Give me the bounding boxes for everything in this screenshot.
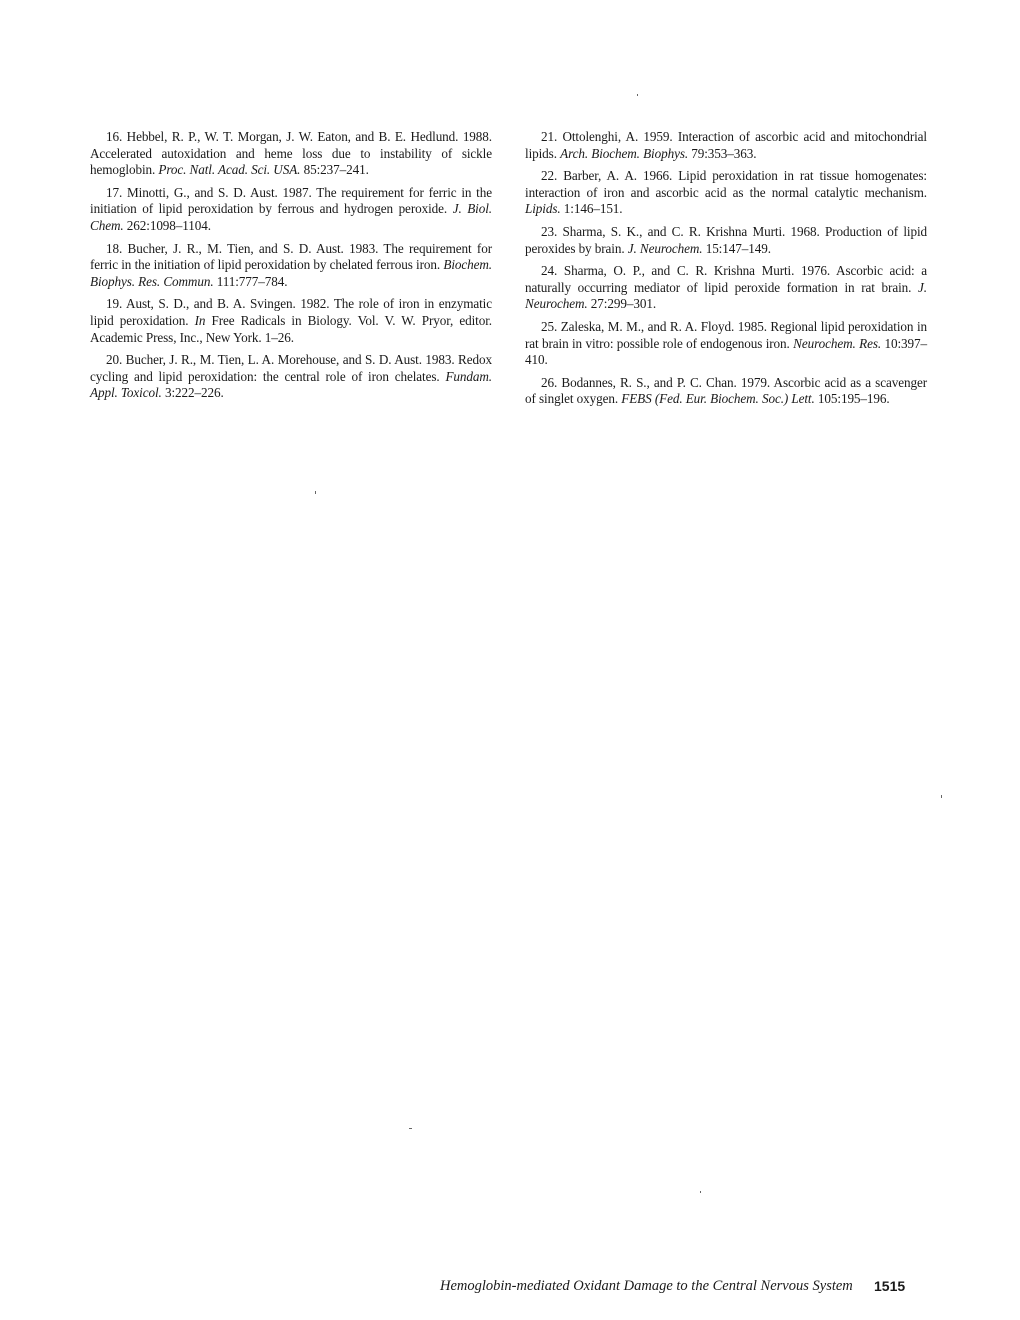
reference-citation: 3:222–226. <box>161 385 224 401</box>
reference-text: Bodannes, R. S., and P. C. Chan. 1979. Ascorbic acid as a scavenger of singlet oxygen. <box>525 374 927 407</box>
reference-text: Sharma, S. K., and C. R. Krishna Murti. 1968. Production of lipid peroxides by brain. <box>525 223 927 256</box>
reference-number: 16. <box>106 129 123 144</box>
reference-citation: Free Radicals in Biology. Vol. V. W. Pryor, editor. Academic Press, Inc., New York. 1–26. <box>90 312 492 345</box>
reference-citation: 105:195–196. <box>814 391 890 407</box>
reference-number: 17. <box>106 184 123 200</box>
page-number: 1515 <box>874 1278 906 1294</box>
reference-text: Ottolenghi, A. 1959. Interaction of ascorbic acid and mitochondrial lipids. <box>525 129 927 161</box>
reference-26 <box>525 375 927 408</box>
reference-journal: In <box>194 312 206 328</box>
reference-16 <box>90 129 492 179</box>
reference-21 <box>525 129 927 162</box>
scan-speck <box>700 1191 701 1193</box>
reference-19 <box>90 296 492 346</box>
reference-text: Aust, S. D., and B. A. Svingen. 1982. The role of iron in enzymatic lipid peroxidation. <box>90 296 493 328</box>
reference-list-left <box>90 129 492 408</box>
reference-citation: 1:146–151. <box>560 201 623 217</box>
scan-speck <box>315 491 316 494</box>
reference-journal: Arch. Biochem. Biophys. <box>560 145 689 161</box>
reference-text: Bucher, J. R., M. Tien, and S. D. Aust. 1983. The requirement for ferric in the initiation of lipid peroxidation by chelated ferrous iron. <box>90 240 492 273</box>
reference-number: 22. <box>541 168 558 184</box>
reference-text: Bucher, J. R., M. Tien, L. A. Morehouse, and S. D. Aust. 1983. Redox cycling and lipid peroxidation: the central role of iron chelates. <box>90 352 492 384</box>
reference-list-right <box>525 129 927 414</box>
scan-speck <box>637 94 638 96</box>
reference-citation: 111:777–784. <box>213 273 288 289</box>
reference-number: 24. <box>541 263 558 279</box>
reference-23 <box>525 224 927 257</box>
running-title: Hemoglobin-mediated Oxidant Damage to the Central Nervous System <box>440 1278 853 1294</box>
reference-text: Zaleska, M. M., and R. A. Floyd. 1985. Regional lipid peroxidation in rat brain in vitro: possible role of endogenous iron. <box>525 318 927 351</box>
reference-text: Minotti, G., and S. D. Aust. 1987. The requirement for ferric in the initiation of lipid peroxidation by ferrous and hydrogen peroxide. <box>90 184 492 217</box>
scan-speck <box>409 1128 412 1129</box>
reference-number: 18. <box>106 240 123 256</box>
reference-journal: Neurochem. Res. <box>793 335 882 351</box>
reference-journal: Fundam. Appl. Toxicol. <box>90 368 492 401</box>
reference-journal: Proc. Natl. Acad. Sci. USA. <box>158 162 301 178</box>
reference-journal: J. Neurochem. <box>525 279 927 312</box>
reference-20 <box>90 352 492 402</box>
reference-journal: FEBS (Fed. Eur. Biochem. Soc.) Lett. <box>621 391 815 407</box>
reference-number: 20. <box>106 352 123 368</box>
reference-number: 19. <box>106 296 123 312</box>
reference-24 <box>525 263 927 313</box>
reference-citation: 79:353–363. <box>688 145 757 161</box>
reference-journal: Lipids. <box>525 201 561 217</box>
reference-number: 25. <box>541 318 558 334</box>
reference-number: 23. <box>541 223 558 239</box>
reference-citation: 15:147–149. <box>702 240 771 256</box>
reference-journal: Biochem. Biophys. Res. Commun. <box>90 257 492 289</box>
reference-citation: 10:397–410. <box>525 335 927 368</box>
reference-journal: J. Biol. Chem. <box>90 201 492 233</box>
reference-25 <box>525 319 927 369</box>
reference-text: Sharma, O. P., and C. R. Krishna Murti. 1976. Ascorbic acid: a naturally occurring mediator of lipid peroxide formation in rat brain. <box>525 263 928 295</box>
reference-number: 26. <box>541 374 558 390</box>
reference-18 <box>90 241 492 291</box>
reference-text: Barber, A. A. 1966. Lipid peroxidation in rat tissue homogenates: interaction of iron and ascorbic acid as the normal catalytic mechanism. <box>525 168 927 200</box>
reference-17 <box>90 185 492 235</box>
reference-22 <box>525 168 927 218</box>
reference-citation: 262:1098–1104. <box>123 217 211 233</box>
reference-text: Hebbel, R. P., W. T. Morgan, J. W. Eaton, and B. E. Hedlund. 1988. Accelerated autoxidation and heme loss due to instability of sickle hemoglobin. <box>90 129 492 178</box>
reference-citation: 27:299–301. <box>587 296 657 312</box>
scan-speck <box>941 795 942 798</box>
reference-number: 21. <box>541 129 558 144</box>
reference-journal: J. Neurochem. <box>627 240 703 256</box>
reference-citation: 85:237–241. <box>300 162 369 178</box>
